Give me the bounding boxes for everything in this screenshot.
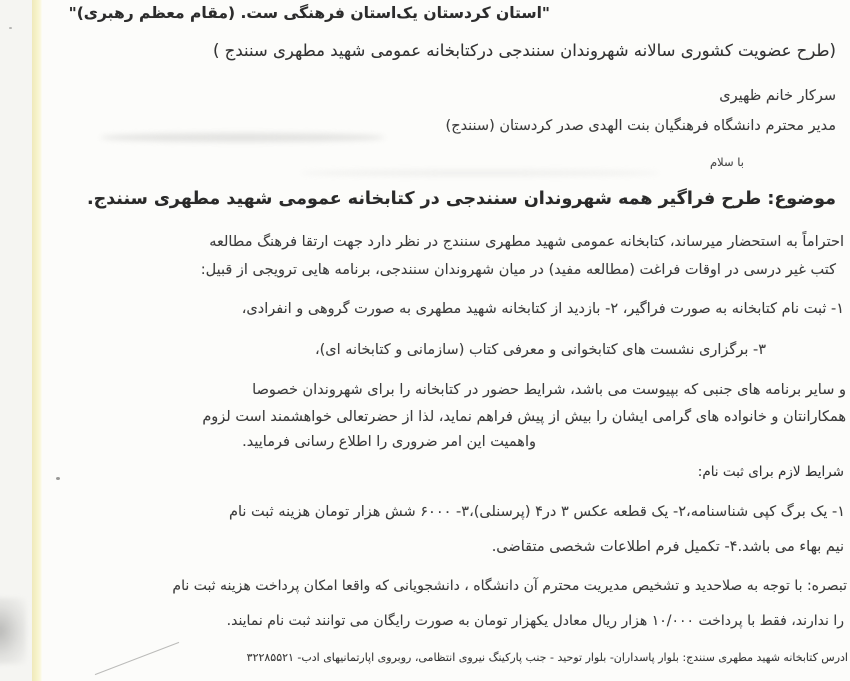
header-quote: "استان کردستان یک‌استان فرهنگی ست. (مقام معظم رهبری)" <box>68 4 550 22</box>
intro-paragraph-line: احتراماً به استحضار میرساند، کتابخانه عمومی شهید مطهری سنندج در نظر دارد جهت ارتقا فرهنگ مطالعه <box>209 234 844 250</box>
scan-corner-shadow <box>0 598 26 664</box>
note-line: تبصره: با توجه به صلاحدید و تشخیص مدیریت محترم آن دانشگاه ، دانشجویانی که واقعا امکان پرداخت هزینه ثبت نام <box>172 578 847 594</box>
recipient-title: مدیر محترم دانشگاه فرهنگیان بنت الهدی صدر کردستان (سنندج) <box>445 118 836 134</box>
library-address-footer: ادرس کتابخانه شهید مطهری سنندج: بلوار پاسداران- بلوار توحید - جنب پارکینگ نیروی انتظامی، روبروی اپارتمانیهای ادب- ۳۲۲۸۵۵۲۱ <box>246 651 848 664</box>
intro-paragraph-line: کتب غیر درسی در اوقات فراغت (مطالعه مفید) در میان شهروندان سنندجی، برنامه هایی ترویجی از قبیل: <box>200 262 836 278</box>
requirements-heading: شرایط لازم برای ثبت نام: <box>697 464 844 480</box>
salutation: با سلام <box>710 155 744 169</box>
scan-left-margin <box>0 0 33 681</box>
scan-speck <box>56 477 60 480</box>
scan-smear-artifact <box>100 133 385 142</box>
closing-paragraph-line: واهمیت این امر ضروری را اطلاع رسانی فرمایید. <box>242 434 536 450</box>
scan-smear-artifact <box>300 170 660 176</box>
closing-paragraph-line: همکارانتان و خانواده های گرامی ایشان را بیش از پیش فراهم نماید، لذا از حضرتعالی خواهشمند است لزوم <box>202 409 846 425</box>
pencil-mark-artifact <box>95 642 179 675</box>
subject-line: موضوع: طرح فراگیر همه شهروندان سنندجی در کتابخانه عمومی شهید مطهری سنندج. <box>86 189 836 209</box>
plan-title-line: (طرح عضویت کشوری سالانه شهروندان سنندجی درکتابخانه عمومی شهید مطهری سنندج ) <box>212 41 836 60</box>
binding-strip-artifact <box>32 0 42 681</box>
closing-paragraph-line: و سایر برنامه های جنبی که بپیوست می باشد، شرایط حضور در کتابخانه را برای شهروندان خصوصا <box>252 382 846 398</box>
scan-speck <box>9 27 12 29</box>
requirements-line: ۱- یک برگ کپی شناسنامه،۲- یک قطعه عکس ۳ در۴ (پرسنلی)،۳- ۶۰۰۰ شش هزار تومان هزینه ثبت نام <box>229 504 845 520</box>
note-line: را ندارند، فقط با پرداخت ۱۰/۰۰۰ هزار ریال معادل یکهزار تومان به صورت رایگان می توانند ثبت نام نمایند. <box>226 613 844 629</box>
program-item: ۱- ثبت نام کتابخانه به صورت فراگیر، ۲- بازدید از کتابخانه شهید مطهری به صورت گروهی و انفرادی، <box>241 301 844 317</box>
requirements-line: نیم بهاء می باشد.۴- تکمیل فرم اطلاعات شخصی متقاضی. <box>491 539 844 555</box>
recipient-name: سرکار خانم ظهیری <box>719 88 836 104</box>
program-item: ۳- برگزاری نشست های کتابخوانی و معرفی کتاب (سازمانی و کتابخانه ای)، <box>314 342 766 358</box>
